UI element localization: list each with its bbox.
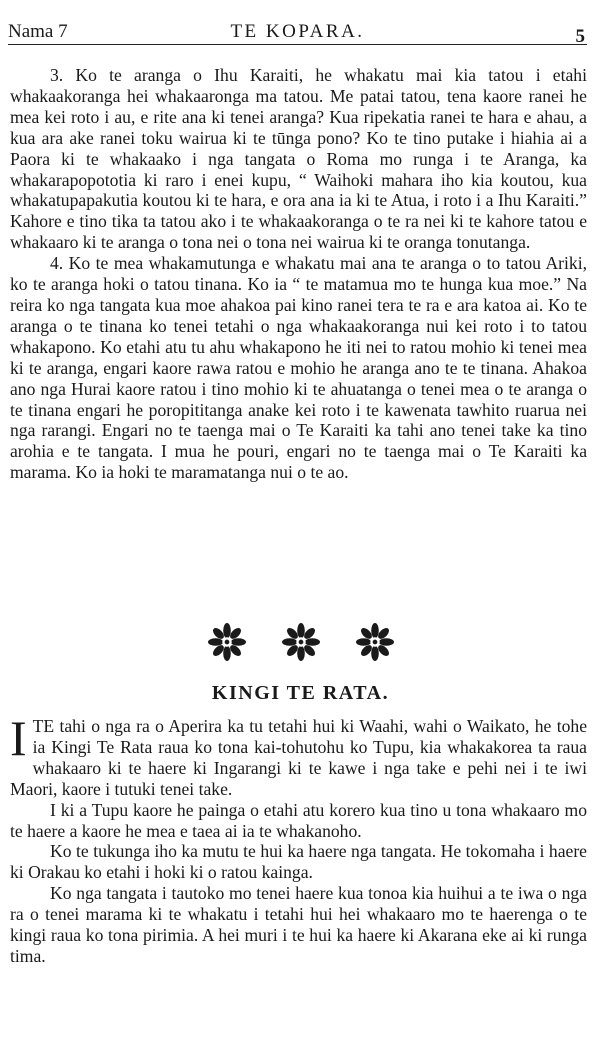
flower-ornament-icon	[282, 623, 320, 661]
issue-number: Nama 7	[8, 21, 68, 42]
paragraph-3: 3. Ko te aranga o Ihu Karaiti, he whakatu mai kia tatou i etahi whakaakoranga hei whakaaronga ma tatou. Me patai tatou, tena kaore ranei he mea kei roto i au, e rite ana ki tenei aranga? Kua ripekatia ranei te hara e ahau, a kua ara ake ranei toku wairua ki te tūnga pono? Ko te tino putake i hiahia ai a Paora ki te whakaako i nga tangata o Roma mo runga i te Aranga, ka whakarapopototia ki raro i enei kupu, “ Waihoki mahara iho kia koutou, kua whakatupapakutia koutou ki te hara, e ora ana ia ki te Atua, i roto i a Ihu Karaiti.” Kahore e tino tika ta tatou ako i te whakaakoranga o te ra nei ki te kahore tatou e whakaaro ki te aranga o tona nei o tona nei wairua ki te oranga tonutanga.	[10, 65, 587, 253]
drop-cap: I	[10, 710, 27, 766]
flower-ornament-icon	[356, 623, 394, 661]
article-title: KINGI TE RATA.	[211, 682, 390, 704]
paragraph: Ko nga tangata i tautoko mo tenei haere kua tonoa kia huihui a te iwa o nga ra o tenei marama ki te whakatu i tetahi hui hei whakaaro mo te haerenga o te kingi raua ko tona pirimia. A hei muri i te hui ka haere ki Akarana eke ai ki runga tima.	[10, 883, 587, 966]
page-number: 5	[575, 26, 585, 47]
paragraph-4: 4. Ko te mea whakamutunga e whakatu mai ana te aranga o to tatou Ariki, ko te aranga hoki o tatou tinana. Ko ia “ te matamua mo te hunga kua moe.” Na reira ko nga tangata kua moe ahakoa pai kino ranei tera te ra e ara katoa ai. Ko te aranga o te tinana ko tenei tetahi o nga whakaakoranga nui kei roto i to tatou whakapono. Ko etahi atu tu ahu whakapono he iti nei to ratou mohio ki tenei mea ki te aranga, engari kaore rawa ratou e mohio he aranga ano te te tinana. Ahakoa ano nga Hurai kaore ratou i tino mohio ki te ahuatanga o tenei mea o te aranga o te tinana engari he poropititanga anake kei roto i te kawenata tawhito ruarua nei nga rarangi. Engari no te taenga mai o Te Karaiti ka tahi ano tenei take ka tino arohia e te tangata. I mua he pouri, engari no te taenga mai o Te Karaiti ka marama. Ko ia hoki te maramatanga nui o te ao.	[10, 253, 587, 483]
article-continuation	[10, 65, 587, 483]
paragraph-intro	[10, 710, 587, 800]
paragraph: Ko te tukunga iho ka mutu te hui ka haere nga tangata. He tokomaha i haere ki Orakau ko etahi i hoki ki o ratou kainga.	[10, 841, 587, 883]
page-header	[8, 4, 587, 45]
paragraph: I ki a Tupu kaore he painga o etahi atu korero kua tino u tona whakaaro mo te haere a kaore he mea e taea ai ia te whakanoho.	[10, 799, 587, 841]
publication-title: TE KOPARA.	[230, 21, 365, 42]
flower-ornament-icon	[208, 623, 246, 661]
paragraph-intro-text: TE tahi o nga ra o Aperira ka tu tetahi hui ki Waahi, wahi o Waikato, he tohe ia Kingi Te Rata raua ko tona kai-tohutohu ko Tupu, kia whakakorea ta raua whakaaro ki te haere ki Ingarangi ki te kawe i nga take e pehi nei i te iwi Maori, kaore i tutuki tenei take.	[10, 716, 587, 799]
section-divider	[0, 623, 601, 663]
article-kingi-te-rata	[10, 710, 587, 967]
